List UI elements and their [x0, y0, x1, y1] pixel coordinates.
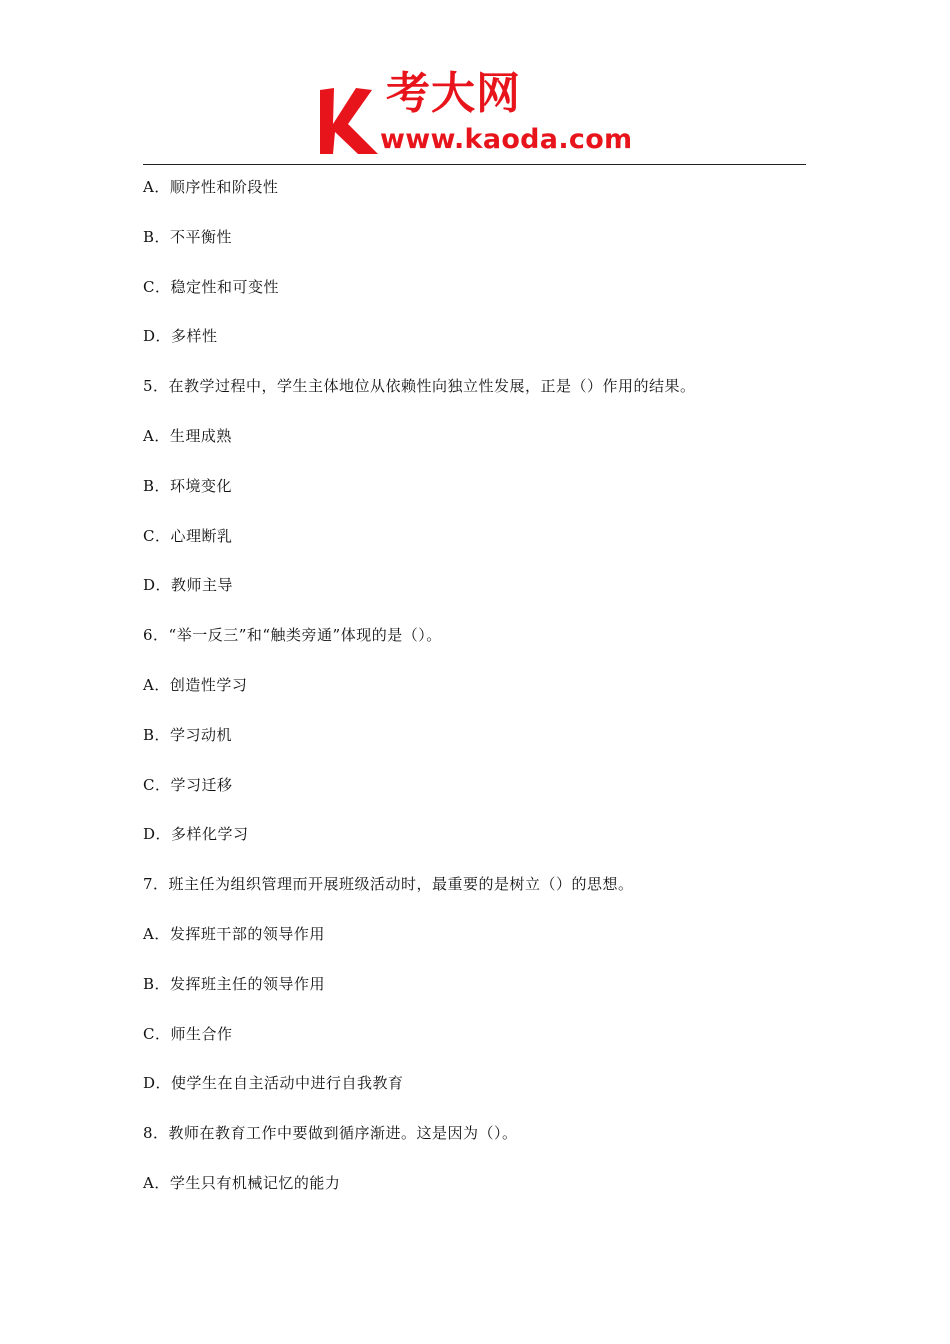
option-line: D．使学生在自主活动中进行自我教育 — [143, 1074, 404, 1093]
logo-url-text: www.kaoda.com — [380, 124, 633, 155]
document-body — [143, 175, 813, 1221]
option-line: A．学生只有机械记忆的能力 — [143, 1173, 341, 1192]
question-line: 6．“举一反三”和“触类旁通”体现的是（）。 — [143, 626, 442, 645]
k-logo-icon — [318, 84, 380, 156]
option-line: A．顺序性和阶段性 — [143, 178, 279, 196]
question-line: 7．班主任为组织管理而开展班级活动时，最重要的是树立（）的思想。 — [143, 875, 634, 894]
question-line: 8．教师在教育工作中要做到循序渐进。这是因为（）。 — [143, 1124, 518, 1143]
question-line: 5．在教学过程中，学生主体地位从依赖性向独立性发展，正是（）作用的结果。 — [143, 377, 696, 396]
option-line: C．稳定性和可变性 — [143, 277, 279, 296]
logo-chinese-text: 考大网 — [386, 68, 521, 119]
option-line: D．教师主导 — [143, 576, 234, 595]
option-line: A．发挥班干部的领导作用 — [143, 924, 325, 943]
option-line: D．多样化学习 — [143, 825, 249, 844]
option-line: A．生理成熟 — [143, 426, 232, 445]
option-line: D．多样性 — [143, 327, 218, 346]
page-header — [0, 0, 950, 166]
option-line: C．学习迁移 — [143, 775, 233, 794]
option-line: B．学习动机 — [143, 725, 233, 744]
option-line: A．创造性学习 — [143, 675, 248, 694]
option-line: B．发挥班主任的领导作用 — [143, 974, 326, 993]
option-line: C．师生合作 — [143, 1024, 233, 1043]
option-line: C．心理断乳 — [143, 526, 233, 545]
header-divider — [143, 164, 806, 165]
option-line: B．不平衡性 — [143, 227, 233, 246]
kaoda-logo — [318, 68, 640, 160]
option-line: B．环境变化 — [143, 476, 233, 495]
